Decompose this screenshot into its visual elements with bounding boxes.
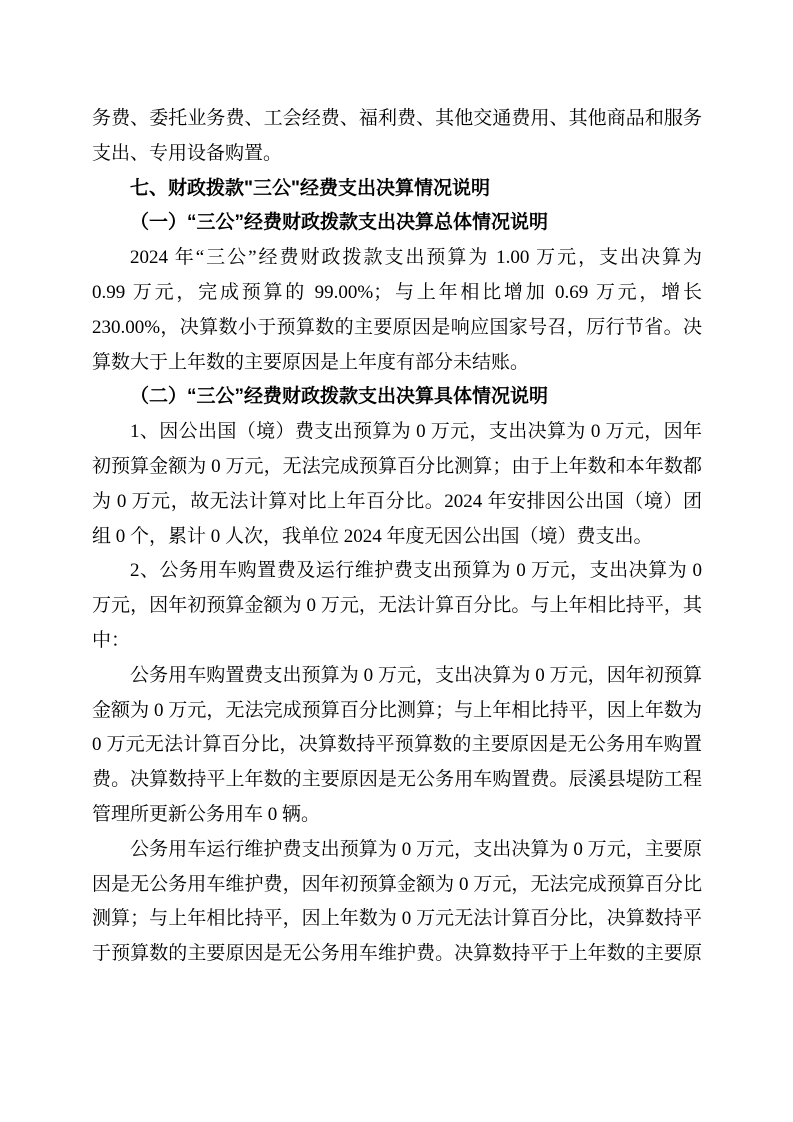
- text-line: 于预算数的主要原因是无公务用车维护费。决算数持平于上年数的主要原: [92, 943, 702, 965]
- text-line: 230.00%，决算数小于预算数的主要原因是响应国家号召，厉行节省。决: [92, 316, 702, 338]
- text-line: 组 0 个，累计 0 人次，我单位 2024 年度无因公出国（境）费支出。: [92, 525, 653, 547]
- text-line: 因是无公务用车维护费，因年初预算金额为 0 万元，无法完成预算百分比: [92, 873, 702, 895]
- text-line: 中：: [92, 629, 131, 651]
- text-line: 为 0 万元，故无法计算对比上年百分比。2024 年安排因公出国（境）团: [92, 490, 702, 512]
- text-line: 0.99 万元，完成预算的 99.00%；与上年相比增加 0.69 万元，增长: [92, 281, 702, 303]
- document-text-column: [92, 102, 702, 972]
- text-line: 管理所更新公务用车 0 辆。: [92, 803, 321, 825]
- section-heading: （一）“三公”经费财政拨款支出决算总体情况说明: [130, 212, 549, 234]
- text-line: 公务用车购置费支出预算为 0 万元，支出决算为 0 万元，因年初预算: [130, 664, 702, 686]
- text-line: 算数大于上年数的主要原因是上年度有部分未结账。: [92, 351, 530, 373]
- text-line: 金额为 0 万元，无法完成预算百分比测算；与上年相比持平，因上年数为: [92, 699, 702, 721]
- text-line: 2、公务用车购置费及运行维护费支出预算为 0 万元，支出决算为 0: [130, 560, 702, 582]
- text-line: 支出、专用设备购置。: [92, 142, 283, 164]
- text-line: 测算；与上年相比持平，因上年数为 0 万元无法计算百分比，决算数持平: [92, 908, 702, 930]
- section-heading: 七、财政拨款"三公"经费支出决算情况说明: [130, 177, 491, 199]
- text-line: 2024 年“三公”经费财政拨款支出预算为 1.00 万元，支出决算为: [130, 247, 702, 269]
- text-line: 初预算金额为 0 万元，无法完成预算百分比测算；由于上年数和本年数都: [92, 455, 702, 477]
- text-line: 万元，因年初预算金额为 0 万元，无法计算百分比。与上年相比持平，其: [92, 595, 702, 617]
- text-line: 务费、委托业务费、工会经费、福利费、其他交通费用、其他商品和服务: [92, 108, 702, 129]
- text-line: 1、因公出国（境）费支出预算为 0 万元，支出决算为 0 万元，因年: [130, 421, 702, 443]
- section-heading: （二）“三公”经费财政拨款支出决算具体情况说明: [130, 386, 549, 408]
- text-line: 费。决算数持平上年数的主要原因是无公务用车购置费。辰溪县堤防工程: [92, 769, 702, 791]
- text-line: 公务用车运行维护费支出预算为 0 万元，支出决算为 0 万元，主要原: [130, 838, 702, 860]
- text-line: 0 万元无法计算百分比，决算数持平预算数的主要原因是无公务用车购置: [92, 734, 702, 756]
